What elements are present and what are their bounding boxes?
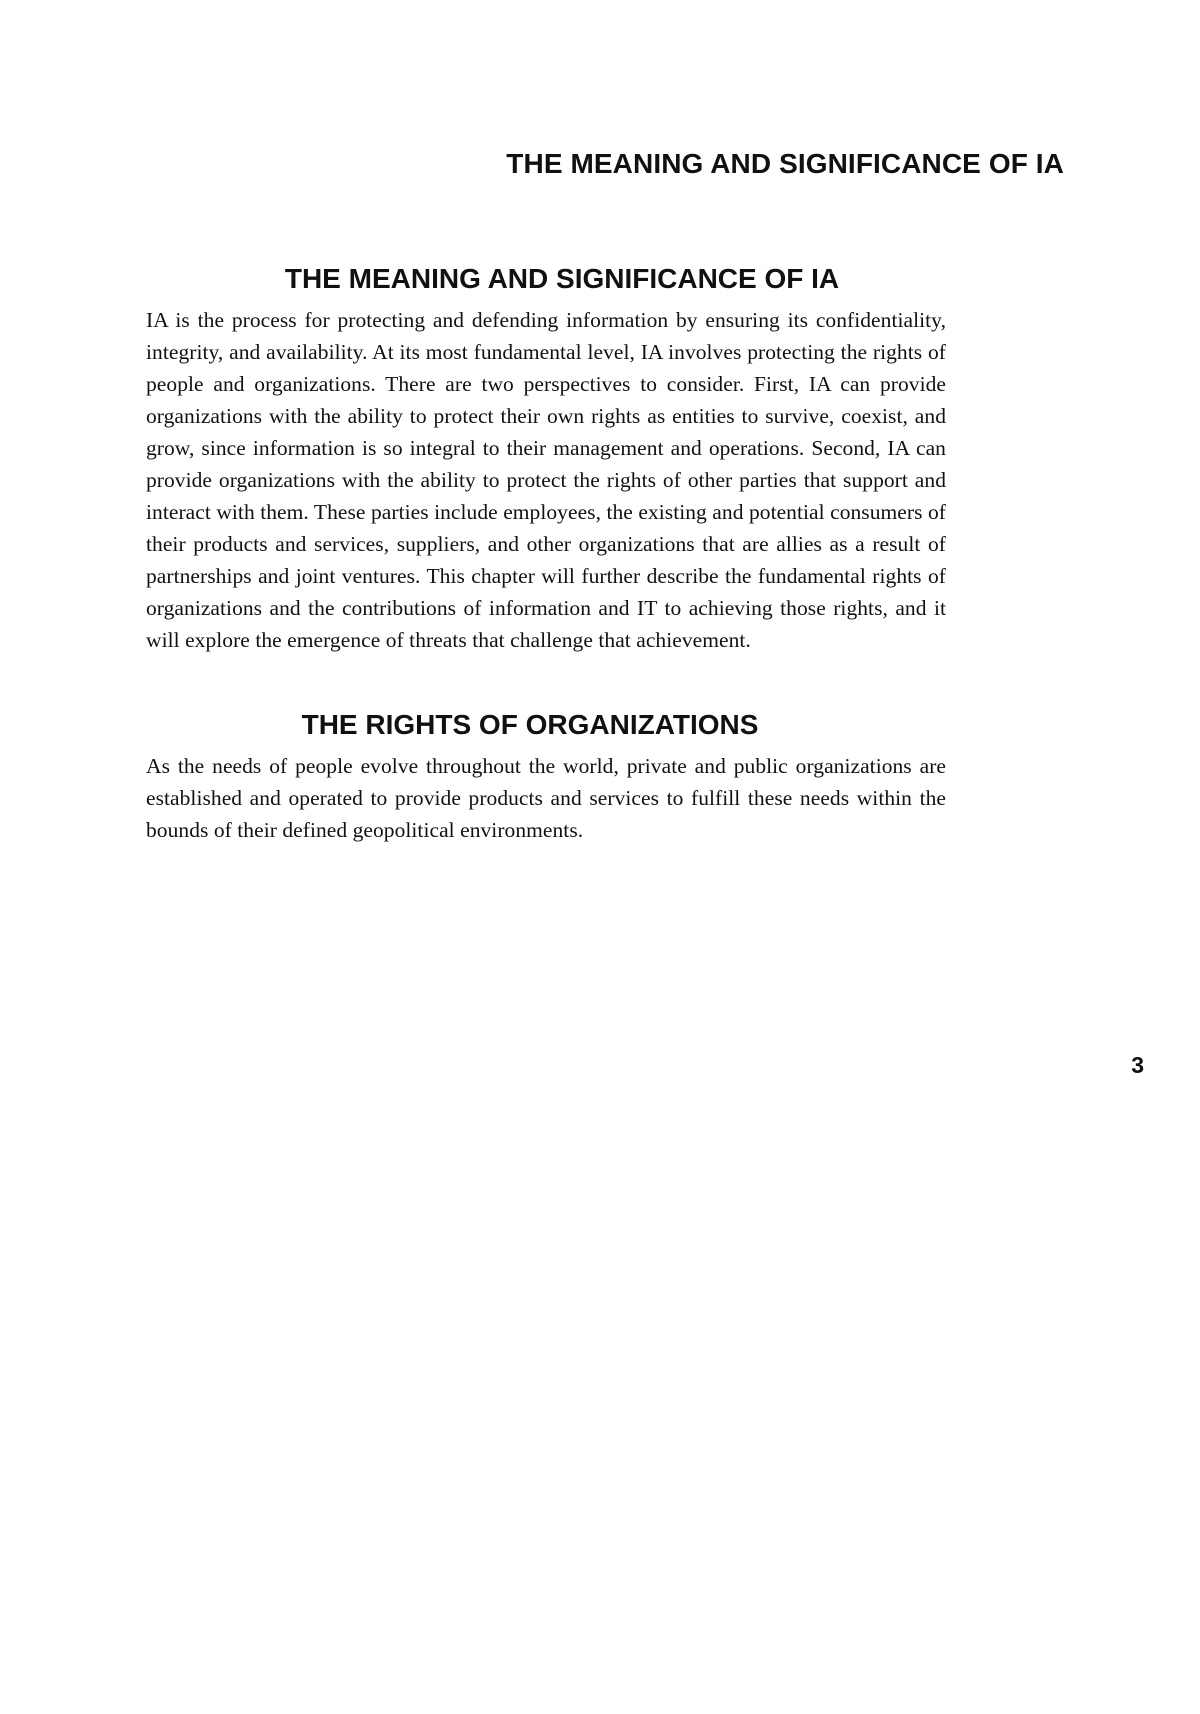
section-title-meaning: THE MEANING AND SIGNIFICANCE OF IA — [284, 263, 840, 294]
page-number: 3 — [1131, 1052, 1144, 1078]
section-title-rights: THE RIGHTS OF ORGANIZATIONS — [301, 709, 759, 740]
section-body-rights: As the needs of people evolve throughout the world, private and public organizations are established and operated to provide products and services to fulfill these needs within the bounds of their defined geopolitical environments. — [146, 754, 946, 842]
section-body-meaning: IA is the process for protecting and defending information by ensuring its confidentiality, integrity, and availability. At its most fundamental level, IA involves protecting the rights of people and organizations. There are two perspectives to consider. First, IA can provide organizations with the ability to protect their own rights as entities to survive, coexist, and grow, since information is so integral to their management and operations. Second, IA can provide organizations with the ability to protect the rights of other parties that support and interact with them. These parties include employees, the existing and potential consumers of their products and services, suppliers, and other organizations that are allies as a result of partnerships and joint ventures. This chapter will further describe the fundamental rights of organizations and the contributions of information and IT to achieving those rights, and it will explore the emergence of threats that challenge that achievement. — [146, 308, 946, 652]
running-head: THE MEANING AND SIGNIFICANCE OF IA — [506, 148, 1064, 179]
page-content — [146, 262, 946, 846]
